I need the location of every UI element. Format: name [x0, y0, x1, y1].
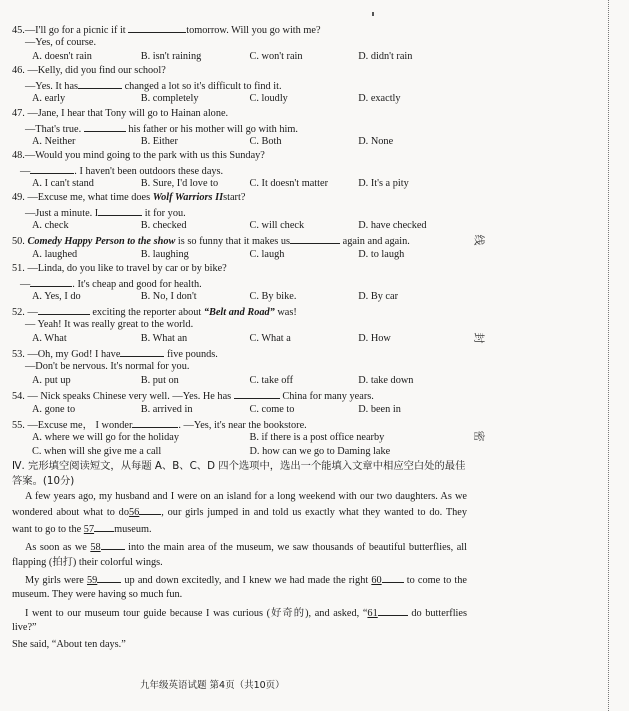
q54-stem: 54. — Nick speaks Chinese very well. —Yes. He has China for many years.	[12, 388, 467, 402]
q45-reply: —Yes, of course.	[25, 37, 97, 49]
q52-reply: — Yeah! It was really great to the world.	[25, 318, 194, 330]
q45-options: A. doesn't rain B. isn't raining C. won't rain D. didn't rain	[32, 51, 413, 63]
q47-reply: —That's true. his father or his mother will go with him.	[12, 121, 467, 135]
q47-stem: 47. —Jane, I hear that Tony will go to Hainan alone.	[12, 107, 229, 119]
binding-line	[608, 0, 610, 711]
binding-label-line: 线	[472, 234, 486, 246]
binding-label-seal: 封	[472, 332, 486, 344]
q46-stem: 46. —Kelly, did you find our school?	[12, 65, 166, 77]
q53-options: A. put up B. put on C. take off D. take down	[32, 375, 414, 387]
q54-options: A. gone to B. arrived in C. come to D. been in	[32, 403, 401, 415]
q51-stem: 51. —Linda, do you like to travel by car or by bike?	[12, 262, 227, 274]
q48-reply: — . I haven't been outdoors these days.	[12, 163, 467, 177]
passage-paragraph-4: I went to our museum tour guide because I was curious (好奇的), and asked, “61 do butterflies live?”	[12, 605, 467, 636]
section-heading: Ⅳ. 完形填空阅读短文，从每题 A、B、C、D 四个选项中，选出一个能填入文章中相应空白处的最佳答案。(10分)	[12, 459, 466, 487]
q49-stem: 49. —Excuse me, what time does Wolf Warriors IIstart?	[12, 192, 246, 204]
page-footer: 九年级英语试题 第4页（共10页）	[140, 680, 285, 691]
q46-options: A. early B. completely C. loudly D. exactly	[32, 93, 401, 105]
q55-stem: 55. —Excuse me， I wonder . —Yes, it's near the bookstore.	[12, 417, 467, 431]
q45-stem: 45.—I'll go for a picnic if it tomorrow. Will you go with me?	[12, 22, 467, 36]
q47-options: A. Neither B. Either C. Both D. None	[32, 135, 394, 147]
q53-reply: —Don't be nervous. It's normal for you.	[25, 361, 190, 373]
q50-options: A. laughed B. laughing C. laugh D. to laugh	[32, 248, 405, 260]
q48-options: A. I can't stand B. Sure, I'd love to C. It doesn't matter D. It's a pity	[32, 178, 409, 190]
q49-reply: —Just a minute. I it for you.	[12, 205, 467, 219]
q55-options-cd: C. when will she give me a call D. how can we go to Daming lake	[32, 445, 391, 457]
q51-options: A. Yes, I do B. No, I don't C. By bike. D. By car	[32, 290, 398, 302]
q52-options: A. What B. What an C. What a D. How	[32, 333, 391, 345]
q55-options-ab: A. where we will go for the holiday B. if there is a post office nearby	[32, 431, 385, 443]
passage-paragraph-5: She said, “About ten days.”	[12, 638, 126, 650]
passage-paragraph-3: My girls were 59 up and down excitedly, and I knew we had made the right 60 to come to the museum. They were having so much fun.	[12, 572, 467, 603]
q50-stem: 50. Comedy Happy Person to the show is so funny that it makes us again and again.	[12, 233, 467, 247]
q51-reply: — . It's cheap and good for health.	[12, 276, 467, 290]
q49-options: A. check B. checked C. will check D. have checked	[32, 220, 427, 232]
question-list	[12, 22, 467, 652]
q53-stem: 53. —Oh, my God! I have five pounds.	[12, 346, 467, 360]
passage-paragraph-1: A few years ago, my husband and I were on an island for a long weekend with our two daughters. As we wondered about what to do56 , our girls jumped in and told us exactly what they wanted to do. They want to go to the 57 museum.	[12, 490, 467, 535]
passage-paragraph-2: As soon as we 58 into the main area of the museum, we saw thousands of beautiful butterflies, all flapping (拍打) their colorful wings.	[12, 539, 467, 570]
q52-stem: 52. — exciting the reporter about “Belt and Road” was!	[12, 304, 467, 318]
scan-mark	[372, 12, 374, 16]
q46-reply: —Yes. It has changed a lot so it's difficult to find it.	[12, 78, 467, 92]
binding-label-secret: 密	[472, 430, 486, 442]
q48-stem: 48.—Would you mind going to the park with us this Sunday?	[12, 149, 265, 161]
